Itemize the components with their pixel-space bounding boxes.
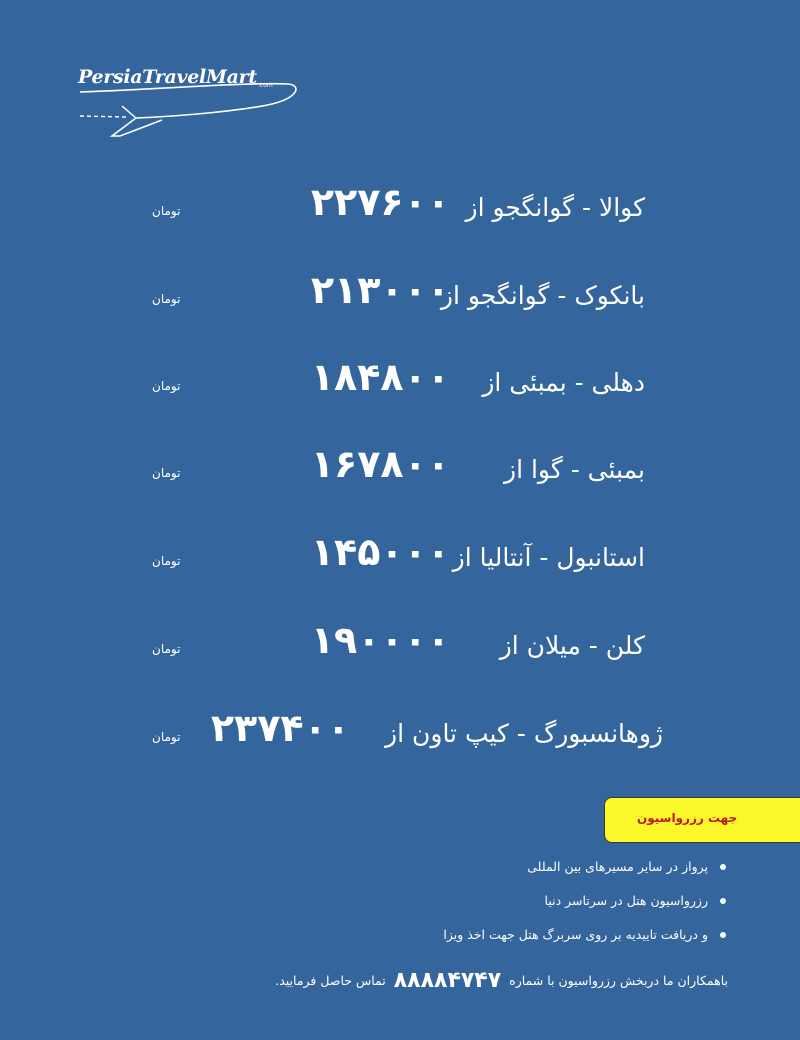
fare-route: استانبول - آنتالیا از [452,543,645,572]
fare-row [140,347,680,407]
fare-price: ۲۳۷۴۰۰ [210,706,350,750]
fare-row [140,698,680,758]
fare-currency: تومان [152,379,181,393]
services-list [326,855,726,957]
fare-price: ۲۲۷۶۰۰ [310,180,450,224]
fare-row [140,522,680,582]
list-item-text: و دریافت تاییدیه بر روی سربرگ هتل جهت اخذ ویزا [443,927,708,942]
fare-price: ۱۴۵۰۰۰ [310,530,450,574]
fare-row [140,434,680,494]
fare-price: ۱۹۰۰۰۰ [310,618,450,662]
fare-route: بانکوک - گوانگجو از [440,281,645,310]
fare-currency: تومان [152,642,181,656]
fare-row [140,610,680,670]
reservation-tab-label: جهت رزرواسیون [637,811,738,825]
logo-text: PersiaTravelMart [78,66,257,88]
list-item [326,889,726,923]
fare-route: دهلی - بمبئی از [482,368,645,397]
bullet-icon [720,898,726,904]
phone-number: ۸۸۸۸۴۷۴۷ [393,968,502,993]
fare-currency: تومان [152,204,181,218]
contact-line [275,968,728,993]
list-item [326,855,726,889]
fare-route: کلن - میلان از [499,631,645,660]
fare-currency: تومان [152,292,181,306]
logo [76,62,306,144]
fare-price: ۲۱۳۰۰۰ [310,268,450,312]
fare-row [140,172,680,232]
fare-row [140,260,680,320]
bullet-icon [720,932,726,938]
contact-text-after: تماس حاصل فرمایید. [275,973,386,988]
fare-currency: تومان [152,466,181,480]
fare-route: ژوهانسبورگ - کیپ تاون از [385,719,663,748]
fare-currency: تومان [152,730,181,744]
fare-price: ۱۸۴۸۰۰ [310,355,450,399]
fare-price: ۱۶۷۸۰۰ [310,442,450,486]
bullet-icon [720,864,726,870]
fare-route: بمبئی - گوا از [504,455,645,484]
logo-suffix: .com [258,82,273,89]
reservation-tab [604,797,800,843]
list-item-text: رزرواسیون هتل در سرتاسر دنیا [544,893,708,908]
fare-route: کوالا - گوانگجو از [465,193,645,222]
contact-text-before: باهمکاران ما دربخش رزرواسیون با شماره [509,973,728,988]
list-item [326,923,726,957]
fare-currency: تومان [152,554,181,568]
list-item-text: پرواز در سایر مسیرهای بین المللی [527,859,708,874]
